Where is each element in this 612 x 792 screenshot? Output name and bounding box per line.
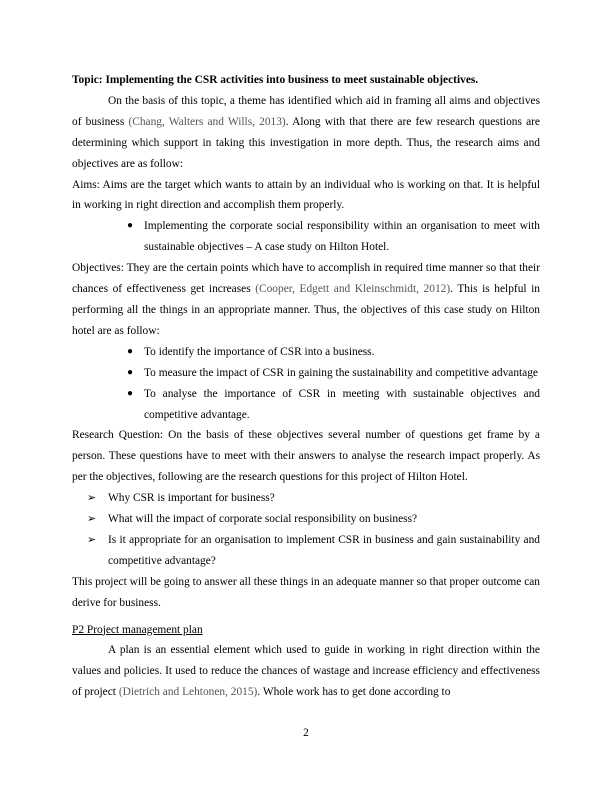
intro-citation: (Chang, Walters and Wills, 2013)	[128, 115, 286, 128]
plan-text: A plan is an essential element which used to guide in working in right direction within the values and policies. It used to reduce the chances of wastage and increase efficiency and effectiveness of project	[72, 644, 540, 699]
bullet-icon: ●	[127, 387, 134, 399]
objectives-text: Objectives: They are the certain points which have to accomplish in required time manner so that their chances of effectiveness get increases	[72, 262, 540, 296]
objectives-citation: (Cooper, Edgett and Kleinschmidt, 2012)	[255, 283, 451, 296]
closing-paragraph: This project will be going to answer all these things in an adequate manner so that proper outcome can derive for business.	[72, 575, 540, 609]
list-item: ➢ Why CSR is important for business?	[72, 488, 540, 509]
research-question-paragraph: Research Question: On the basis of these objectives several number of questions get frame by a person. These questions have to meet with their answers to analyse the research impact properly. As per the objectives, following are the research questions for this project of Hilton Hotel.	[72, 429, 540, 484]
list-item: ➢ What will the impact of corporate social responsibility on business?	[72, 509, 540, 530]
document-page	[72, 70, 540, 703]
objectives-list	[72, 342, 540, 426]
bullet-icon: ●	[127, 366, 134, 378]
arrow-bullet-icon: ➢	[87, 513, 97, 526]
page-number: 2	[303, 727, 309, 739]
bullet-icon: ●	[127, 220, 134, 232]
intro-text: On the basis of this topic, a theme has identified which aid in framing all aims and objectives of business	[72, 94, 540, 128]
aims-paragraph: Aims: Aims are the target which wants to attain by an individual who is working on that. It is helpful in working in right direction and accomplish them properly.	[72, 178, 540, 212]
objectives-paragraph	[72, 258, 540, 342]
list-item: ● To identify the importance of CSR into a business.	[72, 342, 540, 363]
topic-heading: Topic: Implementing the CSR activities into business to meet sustainable objectives.	[72, 74, 479, 86]
bullet-icon: ●	[127, 345, 134, 357]
arrow-bullet-icon: ➢	[87, 492, 97, 505]
list-item: ● To analyse the importance of CSR in meeting with sustainable objectives and competitive advantage.	[72, 384, 540, 426]
aims-list	[72, 216, 540, 258]
questions-list	[72, 488, 540, 572]
list-item: ● Implementing the corporate social responsibility within an organisation to meet with sustainable objectives – A case study on Hilton Hotel.	[72, 216, 540, 258]
list-item: ➢ Is it appropriate for an organisation to implement CSR in business and gain sustainability and competitive advantage?	[72, 530, 540, 572]
intro-paragraph	[72, 91, 540, 175]
list-item: ● To measure the impact of CSR in gaining the sustainability and competitive advantage	[72, 363, 540, 384]
objectives-text-cont: . This is helpful in performing all the things in an appropriate manner. Thus, the objectives of this case study on Hilton hotel are as follow:	[72, 283, 540, 337]
plan-paragraph	[72, 640, 540, 703]
section-heading: P2 Project management plan	[72, 623, 203, 636]
intro-text-cont: . Along with that there are few research questions are determining which support in taking this investigation in more depth. Thus, the research aims and objectives are as follow:	[72, 115, 540, 170]
arrow-bullet-icon: ➢	[87, 533, 97, 546]
plan-citation: (Dietrich and Lehtonen, 2015)	[118, 686, 258, 699]
plan-text-cont: . Whole work has to get done according to	[257, 686, 451, 699]
